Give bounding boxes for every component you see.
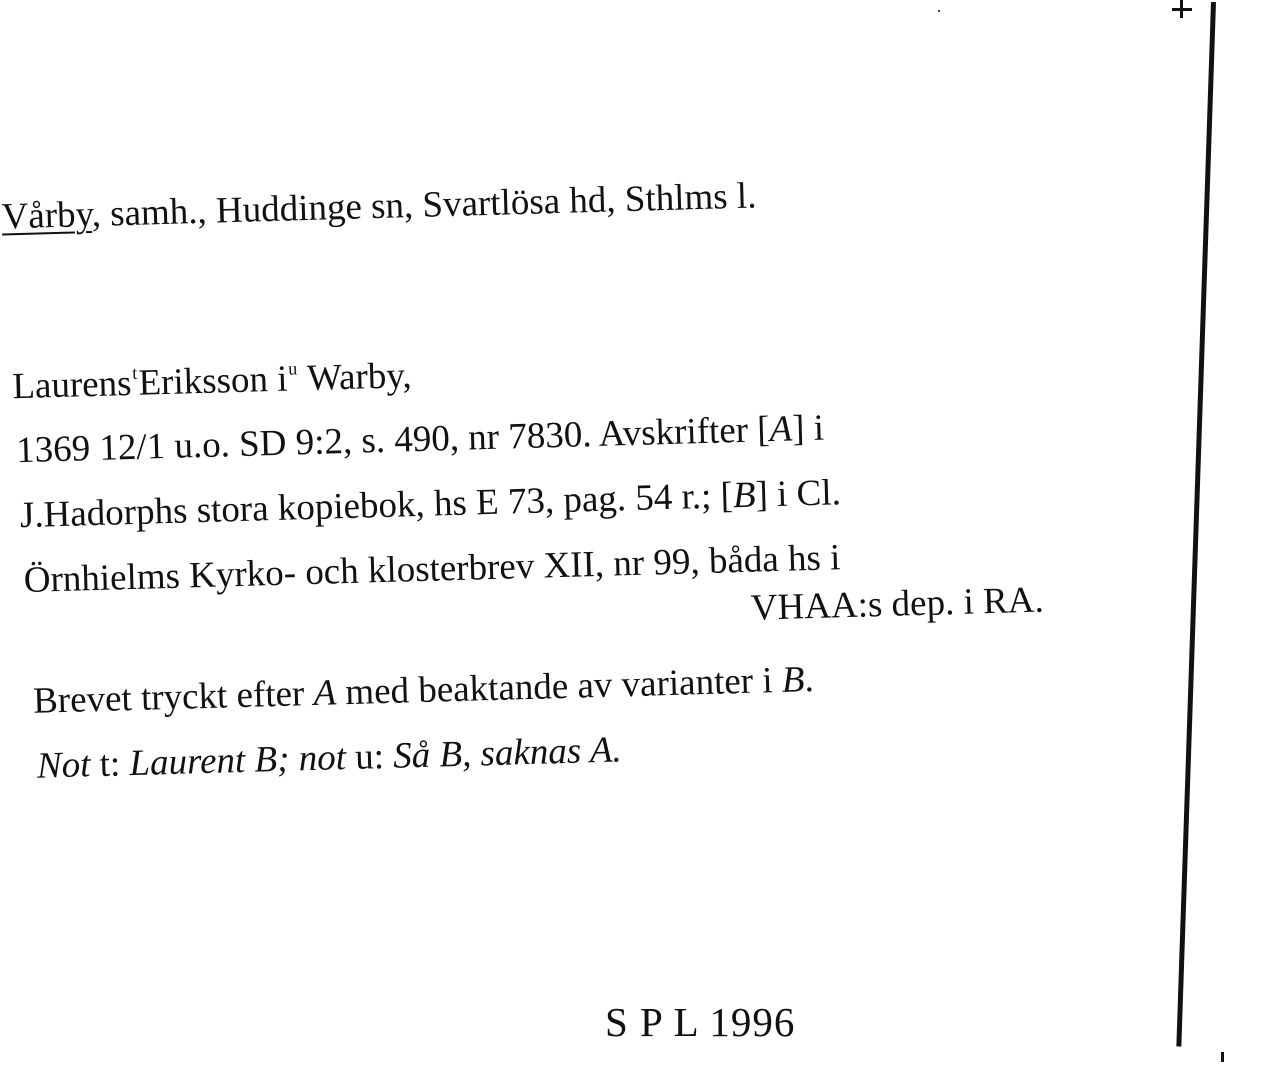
source-line-4 (750, 579, 1045, 629)
note-marker-t: t (131, 362, 138, 383)
remark-text: . (803, 659, 815, 701)
person-name-mid: Eriksson i (137, 358, 289, 404)
source-text: 1369 12/1 u.o. SD 9:2, s. 490, nr 7830. Avskrifter [ (15, 409, 771, 472)
remark-line-2 (36, 729, 623, 787)
source-text: J.Hadorphs stora kopiebok, hs E 73, pag. 54 r.; [ (19, 475, 734, 537)
source-line-3 (23, 537, 841, 602)
entry-name-line (11, 355, 413, 408)
note-ref-u: u: (345, 735, 394, 779)
remark-mark-b: B (781, 659, 805, 701)
source-text: ] i Cl. (754, 472, 842, 516)
remark-text: Brevet tryckt efter (32, 672, 315, 722)
manuscript-mark-a: A (768, 408, 793, 451)
remark-mark-a: A (312, 672, 337, 714)
person-first-name: Laurens (11, 362, 133, 408)
source-text: Örnhielms Kyrko- och klosterbrev XII, nr 99, båda hs i (23, 537, 841, 602)
footer-signature: S P L 1996 (605, 999, 796, 1045)
place-name: Vårby (1, 194, 93, 238)
crosshair-mark-vertical (1180, 0, 1183, 18)
record-heading (1, 175, 757, 238)
note-text-t: Laurent B; not (128, 737, 347, 785)
place-description: , samh., Huddinge sn, Svartlösa hd, Sthlms l. (91, 175, 757, 235)
source-line-2 (19, 472, 842, 537)
remark-line-1 (33, 661, 814, 720)
note-label: Not (36, 744, 91, 787)
source-line-1 (15, 407, 825, 472)
source-text: VHAA:s dep. i RA. (750, 579, 1045, 629)
person-place: Warby, (306, 355, 413, 400)
manuscript-mark-b: B (732, 474, 757, 517)
margin-tick (1221, 1052, 1224, 1062)
source-text: ] i (791, 407, 825, 450)
note-marker-u: u (287, 358, 298, 379)
scan-speck (938, 10, 940, 12)
remark-text: med beaktande av varianter i (335, 659, 783, 714)
note-ref-t: t: (89, 743, 131, 786)
note-text-u: Så B, saknas A. (392, 729, 623, 777)
